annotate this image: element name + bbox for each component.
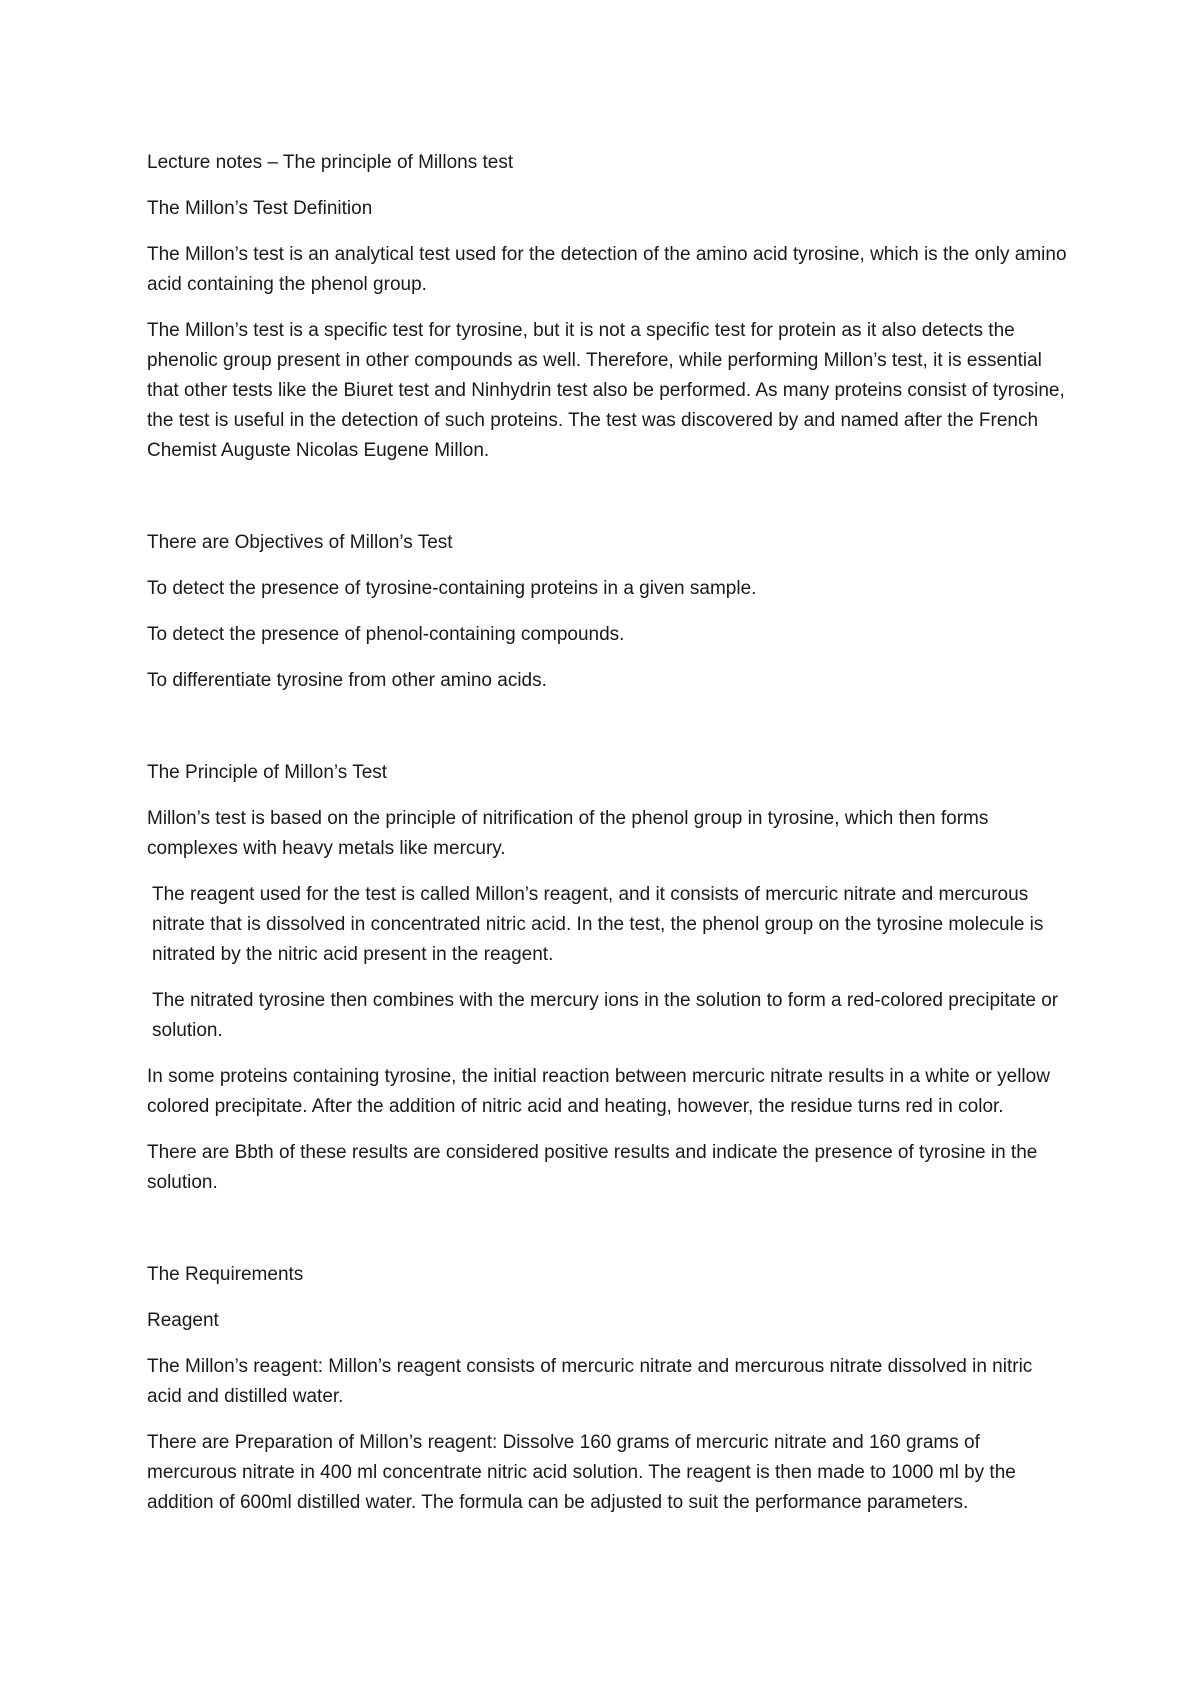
principle-paragraph: There are Bbth of these results are considered positive results and indicate the presence of tyrosine in the solution. <box>147 1142 1038 1193</box>
requirements-subheading: Reagent <box>147 1310 219 1331</box>
requirements-paragraph: The Millon’s reagent: Millon’s reagent consists of mercuric nitrate and mercurous nitrate dissolved in nitric acid and distilled water. <box>147 1356 1033 1407</box>
principle-paragraph: Millon’s test is based on the principle of nitrification of the phenol group in tyrosine, which then forms complexes with heavy metals like mercury. <box>147 808 989 859</box>
document-title: Lecture notes – The principle of Millons test <box>147 152 514 173</box>
objective-item: To detect the presence of tyrosine-containing proteins in a given sample. <box>147 578 757 599</box>
section-spacer <box>147 1214 1067 1260</box>
section-spacer <box>147 712 1067 758</box>
principle-paragraph: The reagent used for the test is called Millon’s reagent, and it consists of mercuric nitrate and mercurous nitrate that is dissolved in concentrated nitric acid. In the test, the phenol group on the tyrosine molecule is nitrated by the nitric acid present in the reagent. <box>152 884 1044 965</box>
requirements-heading: The Requirements <box>147 1264 304 1285</box>
document-page <box>147 148 1067 1534</box>
definition-paragraph: The Millon’s test is an analytical test used for the detection of the amino acid tyrosine, which is the only amino acid containing the phenol group. <box>147 244 1067 295</box>
objective-item: To detect the presence of phenol-containing compounds. <box>147 624 625 645</box>
principle-paragraph: The nitrated tyrosine then combines with the mercury ions in the solution to form a red-colored precipitate or solution. <box>152 990 1059 1041</box>
principle-paragraph: In some proteins containing tyrosine, the initial reaction between mercuric nitrate results in a white or yellow colored precipitate. After the addition of nitric acid and heating, however, the residue turns red in color. <box>147 1066 1050 1117</box>
principle-heading: The Principle of Millon’s Test <box>147 762 388 783</box>
requirements-paragraph: There are Preparation of Millon’s reagent: Dissolve 160 grams of mercuric nitrate and 160 grams of mercurous nitrate in 400 ml concentrate nitric acid solution. The reagent is then made to 1000 ml by the addition of 600ml distilled water. The formula can be adjusted to suit the performance parameters. <box>147 1432 1016 1513</box>
definition-heading: The Millon’s Test Definition <box>147 198 373 219</box>
objective-item: To differentiate tyrosine from other amino acids. <box>147 670 547 691</box>
definition-paragraph: The Millon’s test is a specific test for tyrosine, but it is not a specific test for protein as it also detects the phenolic group present in other compounds as well. Therefore, while performing Millon’s test, it is essential that other tests like the Biuret test and Ninhydrin test also be performed. As many proteins consist of tyrosine, the test is useful in the detection of such proteins. The test was discovered by and named after the French Chemist Auguste Nicolas Eugene Millon. <box>147 320 1065 461</box>
objectives-heading: There are Objectives of Millon’s Test <box>147 532 453 553</box>
section-spacer <box>147 482 1067 528</box>
